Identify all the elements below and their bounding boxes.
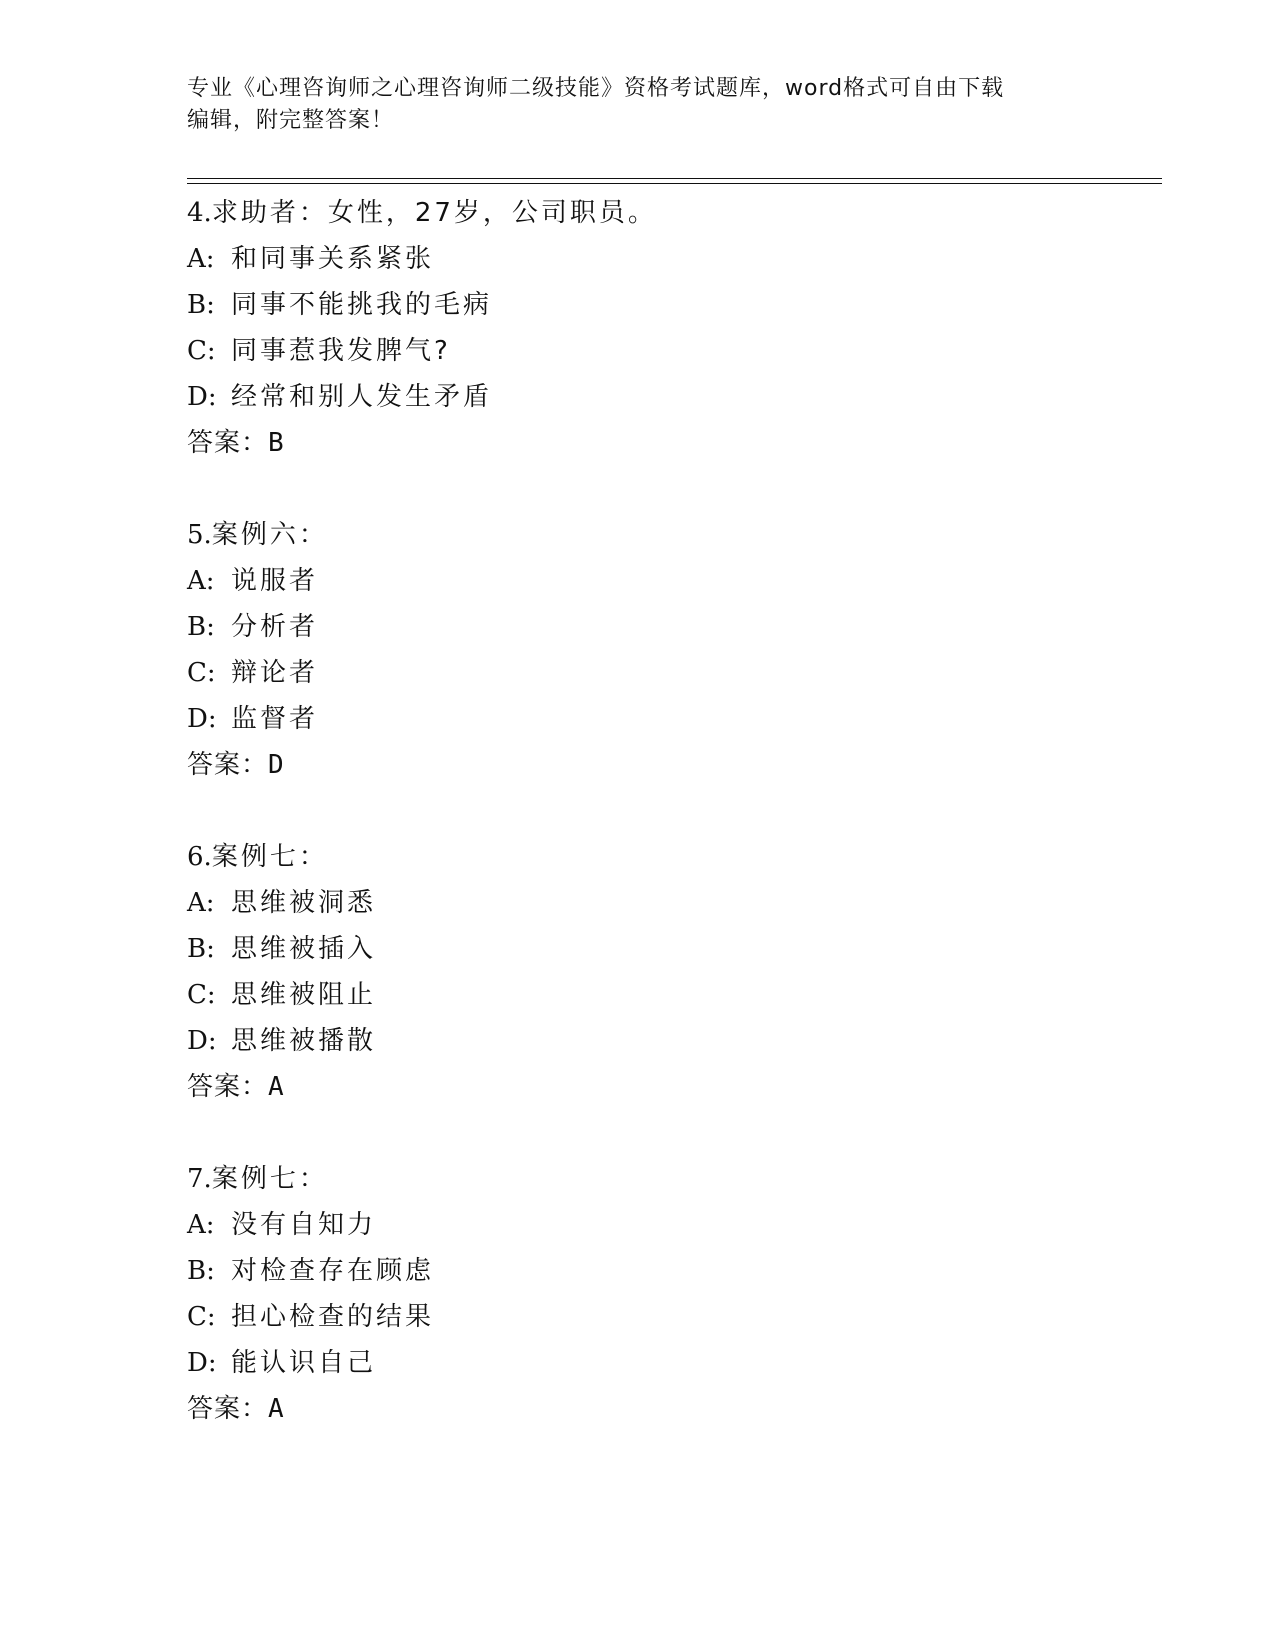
document-header xyxy=(187,73,1087,137)
question-title xyxy=(187,1156,1162,1202)
option-letter: D: xyxy=(187,704,217,734)
question-item xyxy=(187,1156,1162,1432)
question-item xyxy=(187,512,1162,788)
option-text: 能认识自己 xyxy=(231,1348,377,1378)
question-text: 案例七： xyxy=(211,1164,328,1194)
option-d xyxy=(187,1018,1162,1064)
option-text: 对检查存在顾虑 xyxy=(231,1256,435,1286)
option-letter: A: xyxy=(187,888,215,918)
option-c xyxy=(187,328,1162,374)
option-text: 思维被洞悉 xyxy=(231,888,377,918)
question-title xyxy=(187,512,1162,558)
answer-value: A xyxy=(268,1072,285,1102)
answer-label: 答案： xyxy=(187,750,269,780)
answer-label: 答案： xyxy=(187,1072,269,1102)
option-letter: A: xyxy=(187,244,215,274)
option-text: 思维被插入 xyxy=(231,934,377,964)
header-line-1: 专业《心理咨询师之心理咨询师二级技能》资格考试题库，word格式可自由下载 xyxy=(187,76,1005,101)
answer-value: D xyxy=(268,750,285,780)
option-text: 说服者 xyxy=(231,566,319,596)
option-letter: B: xyxy=(187,1256,215,1286)
answer-label: 答案： xyxy=(187,1394,269,1424)
answer-label: 答案： xyxy=(187,428,269,458)
option-text: 和同事关系紧张 xyxy=(231,244,435,274)
option-text: 分析者 xyxy=(231,612,319,642)
option-c xyxy=(187,650,1162,696)
question-number: 5. xyxy=(187,520,212,550)
option-b xyxy=(187,1248,1162,1294)
option-text: 担心检查的结果 xyxy=(231,1302,435,1332)
option-text: 思维被播散 xyxy=(231,1026,377,1056)
option-text: 监督者 xyxy=(231,704,319,734)
question-title xyxy=(187,190,1162,236)
option-text: 同事惹我发脾气? xyxy=(231,336,451,366)
option-letter: C: xyxy=(187,658,216,688)
option-letter: B: xyxy=(187,290,215,320)
option-letter: D: xyxy=(187,382,217,412)
question-number: 7. xyxy=(187,1164,212,1194)
option-a xyxy=(187,558,1162,604)
option-a xyxy=(187,1202,1162,1248)
question-title xyxy=(187,834,1162,880)
option-letter: D: xyxy=(187,1026,217,1056)
option-letter: A: xyxy=(187,1210,215,1240)
option-letter: C: xyxy=(187,980,216,1010)
option-letter: B: xyxy=(187,934,215,964)
option-text: 同事不能挑我的毛病 xyxy=(231,290,493,320)
question-text: 案例六： xyxy=(211,520,328,550)
question-number: 4. xyxy=(187,198,212,228)
answer-line xyxy=(187,1064,1162,1110)
option-c xyxy=(187,1294,1162,1340)
option-letter: C: xyxy=(187,1302,216,1332)
option-text: 没有自知力 xyxy=(231,1210,377,1240)
option-letter: B: xyxy=(187,612,215,642)
option-text: 经常和别人发生矛盾 xyxy=(231,382,493,412)
header-divider-top xyxy=(187,178,1162,179)
option-a xyxy=(187,880,1162,926)
answer-value: B xyxy=(268,428,285,458)
answer-line xyxy=(187,742,1162,788)
question-list xyxy=(187,190,1162,1478)
question-text: 求助者：女性，27岁，公司职员。 xyxy=(211,198,657,228)
option-d xyxy=(187,374,1162,420)
question-number: 6. xyxy=(187,842,212,872)
option-d xyxy=(187,1340,1162,1386)
question-item xyxy=(187,834,1162,1110)
answer-value: A xyxy=(268,1394,285,1424)
option-d xyxy=(187,696,1162,742)
header-line-2: 编辑，附完整答案！ xyxy=(187,108,395,133)
option-a xyxy=(187,236,1162,282)
option-text: 思维被阻止 xyxy=(231,980,377,1010)
option-b xyxy=(187,282,1162,328)
option-letter: A: xyxy=(187,566,215,596)
option-b xyxy=(187,926,1162,972)
option-text: 辩论者 xyxy=(231,658,319,688)
option-c xyxy=(187,972,1162,1018)
option-letter: C: xyxy=(187,336,216,366)
option-letter: D: xyxy=(187,1348,217,1378)
question-item xyxy=(187,190,1162,466)
header-divider-bottom xyxy=(187,183,1162,184)
question-text: 案例七： xyxy=(211,842,328,872)
answer-line xyxy=(187,420,1162,466)
answer-line xyxy=(187,1386,1162,1432)
option-b xyxy=(187,604,1162,650)
